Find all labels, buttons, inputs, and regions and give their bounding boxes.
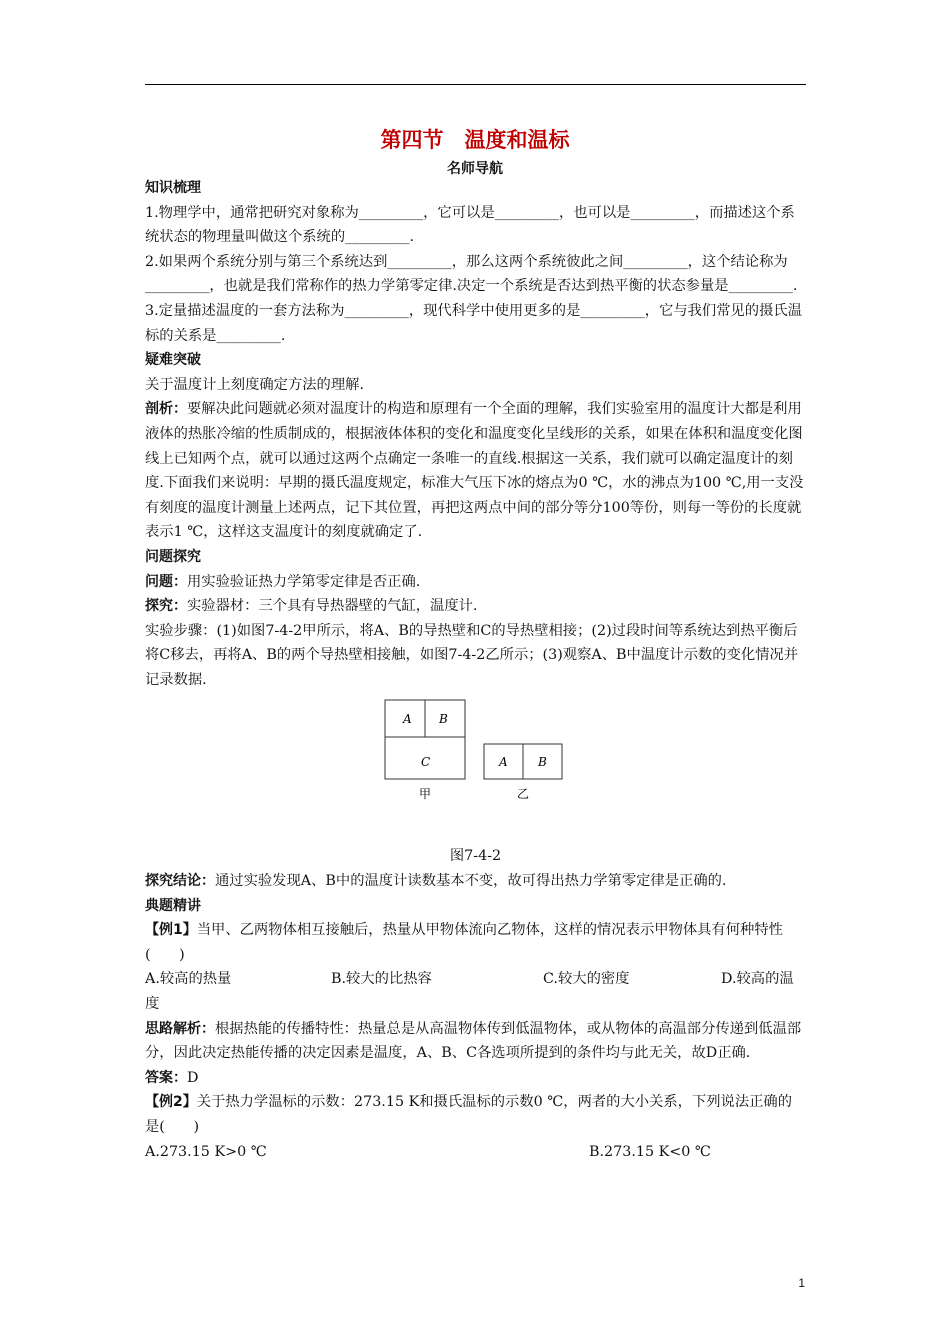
inquiry-question xyxy=(145,570,806,595)
figure-caption: 图7-4-2 xyxy=(449,848,502,865)
analysis-label: 剖析： xyxy=(145,401,187,418)
option-d: D.较高的温 xyxy=(721,971,794,988)
label-yi: 乙 xyxy=(517,787,530,802)
question-label: 问题： xyxy=(145,573,187,590)
inquiry-explore xyxy=(145,594,806,619)
figure-7-4-2 xyxy=(145,692,806,844)
example-2-label: 【例2】 xyxy=(145,1094,197,1111)
box-a-yi-label: A xyxy=(499,755,508,770)
example-1-thought xyxy=(145,1017,806,1066)
box-b-yi-label: B xyxy=(538,755,547,770)
box-a-label: A xyxy=(403,712,412,727)
conclusion-label: 探究结论： xyxy=(145,873,215,890)
difficulty-intro: 关于温度计上刻度确定方法的理解. xyxy=(145,376,364,393)
example-1-text: 当甲、乙两物体相互接触后，热量从甲物体流向乙物体，这样的情况表示甲物体具有何种特性( ) xyxy=(145,922,783,963)
example-1-options xyxy=(145,967,806,992)
option-a: A.较高的热量 xyxy=(145,971,232,988)
header-rule xyxy=(145,84,806,85)
ex2-option-b: B.273.15 K<0 ℃ xyxy=(589,1143,711,1160)
inquiry-steps: 实验步骤：(1)如图7-4-2甲所示，将A、B的导热壁和C的导热壁相接；(2)过段时间等系统达到热平衡后将C移去，再将A、B的两个导热壁相接触，如图7-4-2乙所示；(3)观察A、B中温度计示数的变化情况并记录数据. xyxy=(145,622,799,688)
analysis-text: 要解决此问题就必须对温度计的构造和原理有一个全面的理解，我们实验室用的温度计大都是利用液体的热胀冷缩的性质制成的，根据液体体积的变化和温度变化呈线形的关系，如果在体积和温度变化图线上已知两个点，就可以通过这两个点确定一条唯一的直线.根据这一关系，我们就可以确定温度计的刻度.下面我们来说明：早期的摄氏温度规定，标准大气压下冰的熔点为0 ℃，水的沸点为100 ℃,用一支没有刻度的温度计测量上述两点，记下其位置，再把这两点中间的部分等分100等份，则每一等份的长度就表示1 ℃，这样这支温度计的刻度就确定了. xyxy=(145,401,804,541)
page-title: 第四节 温度和温标 xyxy=(380,128,570,152)
option-b: B.较大的比热容 xyxy=(331,971,432,988)
knowledge-item-1: 1.物理学中，通常把研究对象称为_________，它可以是_________，也可以是_________，而描述这个系统状态的物理量叫做这个系统的_________. xyxy=(145,204,795,246)
section-heading-difficulty: 疑难突破 xyxy=(145,352,201,369)
label-jia: 甲 xyxy=(419,787,432,802)
knowledge-item-2: 2.如果两个系统分别与第三个系统达到_________，那么这两个系统彼此之间_________，这个结论称为_________，也就是我们常称作的热力学第零定律.决定一个系统是否达到热平衡的状态参量是_________. xyxy=(145,253,798,295)
example-1-answer xyxy=(145,1066,806,1091)
explore-text: 实验器材：三个具有导热器壁的气缸，温度计. xyxy=(187,598,478,615)
inquiry-conclusion xyxy=(145,869,806,894)
thought-label: 思路解析： xyxy=(145,1020,215,1037)
explore-label: 探究： xyxy=(145,598,187,615)
section-heading-inquiry: 问题探究 xyxy=(145,548,201,565)
example-2 xyxy=(145,1090,806,1139)
option-d-wrap: 度 xyxy=(145,996,160,1013)
section-heading-knowledge: 知识梳理 xyxy=(145,180,201,196)
question-text: 用实验验证热力学第零定律是否正确. xyxy=(187,573,421,590)
answer-label: 答案： xyxy=(145,1069,187,1086)
box-b-label: B xyxy=(439,712,448,727)
page-number: 1 xyxy=(798,1276,805,1290)
cylinder-diagram xyxy=(383,698,573,848)
difficulty-analysis xyxy=(145,397,806,545)
section-heading-examples: 典题精讲 xyxy=(145,897,201,914)
page-subtitle: 名师导航 xyxy=(447,161,503,177)
ex2-option-a: A.273.15 K>0 ℃ xyxy=(145,1143,267,1160)
answer-text: D xyxy=(187,1069,199,1086)
example-1 xyxy=(145,918,806,967)
box-c-label: C xyxy=(421,755,431,770)
document-body xyxy=(145,176,806,1164)
option-c: C.较大的密度 xyxy=(543,971,630,988)
conclusion-text: 通过实验发现A、B中的温度计读数基本不变，故可得出热力学第零定律是正确的. xyxy=(215,873,727,890)
example-2-options xyxy=(145,1140,806,1165)
example-2-text: 关于热力学温标的示数：273.15 K和摄氏温标的示数0 ℃，两者的大小关系，下列说法正确的是( ) xyxy=(145,1094,793,1135)
knowledge-item-3: 3.定量描述温度的一套方法称为_________，现代科学中使用更多的是_________，它与我们常见的摄氏温标的关系是_________. xyxy=(145,302,802,344)
thought-text: 根据热能的传播特性：热量总是从高温物体传到低温物体，或从物体的高温部分传递到低温部分，因此决定热能传播的决定因素是温度，A、B、C各选项所提到的条件均与此无关，故D正确. xyxy=(145,1020,802,1062)
example-1-label: 【例1】 xyxy=(145,922,197,939)
